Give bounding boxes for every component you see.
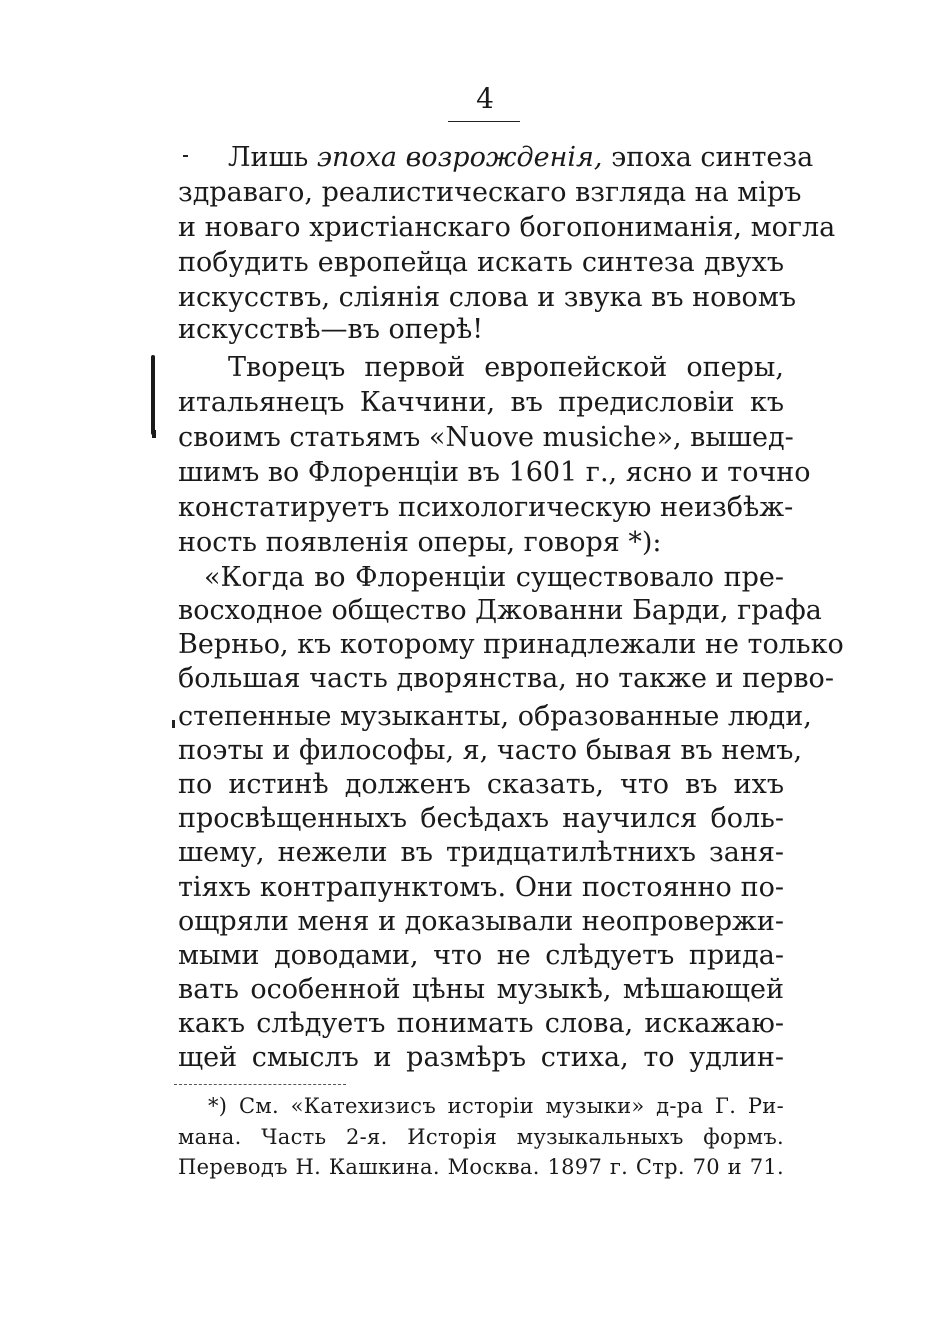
margin-dot-mark (152, 430, 156, 438)
text-line: ность появленія оперы, говоря *): (178, 527, 662, 558)
footnote-line: *) См. «Катехизисъ исторіи музыки» д-ра Г. Ри- (208, 1094, 784, 1118)
text-line: своимъ статьямъ «Nuove musiche», вышед- (178, 422, 794, 453)
italic-phrase: эпоха возрожденія, (316, 142, 603, 173)
text-line: мыми доводами, что не слѣдуетъ прида- (178, 940, 784, 971)
text-line: искусствѣ—въ оперѣ! (178, 314, 484, 345)
text-line: констатируетъ психологическую неизбѣж- (178, 492, 794, 523)
text-word: эпоха синтеза (611, 142, 814, 173)
text-line: степенные музыканты, образованные люди, (178, 701, 812, 732)
text-line: вать особенной цѣны музыкѣ, мѣшающей (178, 974, 784, 1005)
text-line: искусствъ, сліянія слова и звука въ новомъ (178, 282, 796, 313)
text-line: здраваго, реалистическаго взгляда на міръ (178, 177, 802, 208)
margin-speck (183, 155, 188, 157)
footnote-separator (174, 1084, 346, 1085)
margin-speck (172, 720, 175, 728)
text-line: шему, нежели въ тридцатилѣтнихъ заня- (178, 837, 784, 868)
margin-bracket-mark (151, 355, 155, 435)
text-line: и новаго христіанскаго богопониманія, могла (178, 212, 836, 243)
text-line: поэты и философы, я, часто бывая въ немъ, (178, 735, 803, 766)
text-line: шимъ во Флоренціи въ 1601 г., ясно и точно (178, 457, 811, 488)
text-line: по истинѣ долженъ сказать, что въ ихъ (178, 769, 784, 800)
text-line: побудить европейца искать синтеза двухъ (178, 247, 784, 278)
text-line: «Когда во Флоренціи существовало пре- (204, 562, 784, 593)
text-line: тіяхъ контрапунктомъ. Они постоянно по- (178, 872, 784, 903)
page-number: 4 (476, 82, 494, 115)
text-line: восходное общество Джованни Барди, графа (178, 595, 822, 626)
footnote-line: мана. Часть 2-я. Исторія музыкальныхъ формъ. (178, 1125, 784, 1149)
text-line: Верньо, къ которому принадлежали не только (178, 629, 844, 660)
text-line: итальянецъ Каччини, въ предисловіи къ (178, 387, 784, 418)
footnote-line: Переводъ Н. Кашкина. Москва. 1897 г. Стр. 70 и 71. (178, 1155, 784, 1179)
text-line: щей смыслъ и размѣръ стиха, то удлин- (178, 1042, 784, 1073)
page-number-rule (448, 121, 520, 122)
text-line: какъ слѣдуетъ понимать слова, искажаю- (178, 1008, 784, 1039)
text-line (228, 140, 814, 176)
text-line: просвѣщенныхъ бесѣдахъ научился боль- (178, 803, 784, 834)
text-line: большая часть дворянства, но также и перво- (178, 663, 834, 694)
text-line: Творецъ первой европейской оперы, (228, 352, 784, 383)
text-word: Лишь (228, 142, 309, 173)
text-line: ощряли меня и доказывали неопровержи- (178, 906, 784, 937)
